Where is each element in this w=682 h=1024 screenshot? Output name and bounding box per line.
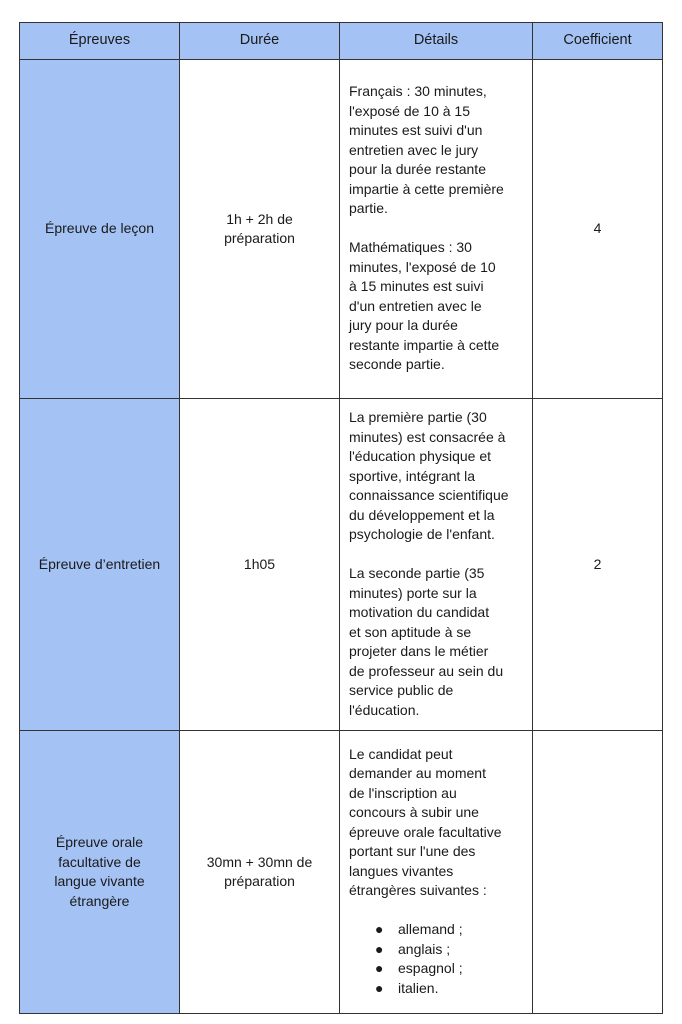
language-label: espagnol ; [398, 960, 463, 977]
details-paragraph-mathematiques: Mathématiques : 30 minutes, l'exposé de 10 à 15 minutes est suivi d'un entretien avec le jury pour la durée restante impartie à cette seconde partie. [349, 239, 500, 373]
language-label: anglais ; [398, 940, 451, 957]
paragraph-spacer [349, 901, 524, 921]
list-item [349, 959, 524, 979]
exam-duration-cell: 30mn + 30mn de préparation [180, 731, 340, 1014]
details-paragraph-premiere-partie: La première partie (30 minutes) est consacrée à l'éducation physique et sportive, intégrant la connaissance scientifique du développement et la psychologie de l'enfant. [349, 409, 509, 542]
exam-details-cell [340, 731, 533, 1014]
exam-coefficient-cell: 2 [533, 399, 663, 731]
table-row-langue-vivante [20, 731, 663, 1014]
exam-details-cell [340, 399, 533, 731]
exam-duration-cell: 1h05 [180, 399, 340, 731]
list-item [349, 979, 524, 999]
header-duree: Durée [180, 23, 340, 60]
details-paragraph-candidat: Le candidat peut demander au moment de l'inscription au concours à subir une épreuve orale facultative portant sur l'une des langues vivantes étrangères suivantes : [349, 745, 502, 899]
table-header [20, 23, 663, 60]
bullet-icon: ● [375, 921, 384, 938]
header-epreuves: Épreuves [20, 23, 180, 60]
language-label: allemand ; [398, 921, 463, 938]
paragraph-spacer [349, 219, 524, 239]
header-details: Détails [340, 23, 533, 60]
table-row-entretien [20, 399, 663, 731]
bullet-icon: ● [375, 940, 384, 957]
list-item [349, 940, 524, 960]
header-coefficient: Coefficient [533, 23, 663, 60]
list-item [349, 920, 524, 940]
paragraph-spacer [349, 545, 524, 565]
table-body [20, 60, 663, 1014]
language-list [349, 920, 524, 998]
exam-duration-cell: 1h + 2h de préparation [180, 60, 340, 399]
bullet-icon: ● [375, 960, 384, 977]
language-label: italien. [398, 979, 439, 996]
table-row-lecon [20, 60, 663, 399]
exam-name-cell: Épreuve d’entretien [20, 399, 180, 731]
details-paragraph-francais: Français : 30 minutes, l'exposé de 10 à 15 minutes est suivi d'un entretien avec le jury pour la durée restante impartie à cette première partie. [349, 83, 504, 217]
exam-name-cell: Épreuve orale facultative de langue vivante étrangère [20, 731, 180, 1014]
bullet-icon: ● [375, 979, 384, 996]
details-paragraph-seconde-partie: La seconde partie (35 minutes) porte sur la motivation du candidat et son aptitude à se projeter dans le métier de professeur au sein du service public de l'éducation. [349, 565, 504, 718]
exam-name-cell: Épreuve de leçon [20, 60, 180, 399]
exam-table [19, 22, 663, 1014]
exam-coefficient-cell: 4 [533, 60, 663, 399]
header-row [20, 23, 663, 60]
exam-details-cell [340, 60, 533, 399]
exam-coefficient-cell [533, 731, 663, 1014]
